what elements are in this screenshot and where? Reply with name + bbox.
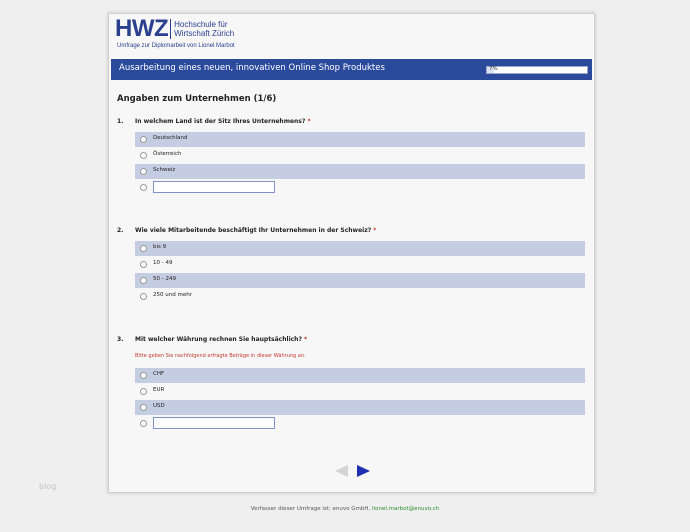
required-mark: * <box>373 227 377 234</box>
required-mark: * <box>307 118 311 125</box>
option-label: 250 und mehr <box>153 292 192 298</box>
radio-icon[interactable] <box>140 184 147 191</box>
survey-card <box>108 13 595 493</box>
radio-icon[interactable] <box>140 261 147 268</box>
logo-line-1: Hochschule für <box>174 20 228 29</box>
radio-icon[interactable] <box>140 404 147 411</box>
option-50-249[interactable] <box>135 273 585 288</box>
question-1-text <box>135 118 311 125</box>
question-2-label: Wie viele Mitarbeitende beschäftigt Ihr Unternehmen in der Schweiz? <box>135 227 372 234</box>
radio-icon[interactable] <box>140 277 147 284</box>
other-country-input[interactable] <box>153 181 275 193</box>
radio-icon[interactable] <box>140 168 147 175</box>
logo-text <box>174 20 234 38</box>
option-deutschland[interactable] <box>135 132 585 147</box>
radio-icon[interactable] <box>140 245 147 252</box>
option-label: 50 - 249 <box>153 276 176 282</box>
next-page-button[interactable] <box>356 462 370 481</box>
logo-divider <box>170 19 171 39</box>
question-3-label: Mit welcher Währung rechnen Sie hauptsächlich? <box>135 336 302 343</box>
option-label: Österreich <box>153 151 182 157</box>
option-label: 10 - 49 <box>153 260 173 266</box>
option-eur[interactable] <box>135 384 585 399</box>
option-250-plus[interactable] <box>135 289 585 304</box>
option-label: Schweiz <box>153 167 176 173</box>
radio-icon[interactable] <box>140 388 147 395</box>
radio-icon[interactable] <box>140 420 147 427</box>
radio-icon[interactable] <box>140 136 147 143</box>
progress-text: 7% <box>489 66 498 72</box>
question-1-label: In welchem Land ist der Sitz Ihres Unternehmens? <box>135 118 306 125</box>
survey-title: Ausarbeitung eines neuen, innovativen Online Shop Produktes <box>119 63 385 73</box>
option-label: bis 9 <box>153 244 167 250</box>
option-label: Deutschland <box>153 135 188 141</box>
option-other-currency[interactable] <box>135 416 585 431</box>
arrow-right-icon[interactable] <box>356 465 370 477</box>
footer-email-link[interactable]: lionel.marbot@enuvo.ch <box>372 506 440 512</box>
option-oesterreich[interactable] <box>135 148 585 163</box>
arrow-left-icon[interactable] <box>335 465 349 477</box>
radio-icon[interactable] <box>140 372 147 379</box>
logo-mark: HWZ <box>115 15 169 42</box>
progress-bar <box>486 66 588 74</box>
question-3-hint: Bitte geben Sie nachfolgend erfragte Beträge in dieser Währung an. <box>135 353 306 359</box>
option-bis-9[interactable] <box>135 241 585 256</box>
blog-watermark: blog <box>39 482 57 491</box>
option-other-country[interactable] <box>135 180 585 195</box>
logo-line-2: Wirtschaft Zürich <box>174 29 235 38</box>
radio-icon[interactable] <box>140 293 147 300</box>
question-2-number: 2. <box>117 227 124 234</box>
question-3-number: 3. <box>117 336 124 343</box>
question-3-text <box>135 336 307 343</box>
option-schweiz[interactable] <box>135 164 585 179</box>
hwz-logo <box>115 15 235 42</box>
footer <box>0 506 690 512</box>
radio-icon[interactable] <box>140 152 147 159</box>
other-currency-input[interactable] <box>153 417 275 429</box>
option-label: EUR <box>153 387 165 393</box>
option-usd[interactable] <box>135 400 585 415</box>
option-label: USD <box>153 403 165 409</box>
page-title: Angaben zum Unternehmen (1/6) <box>117 94 277 104</box>
required-mark: * <box>304 336 308 343</box>
option-chf[interactable] <box>135 368 585 383</box>
survey-subtitle: Umfrage zur Diplomarbeit von Lionel Marbot <box>117 43 235 49</box>
survey-banner <box>111 59 592 80</box>
option-label: CHF <box>153 371 165 377</box>
question-1-number: 1. <box>117 118 124 125</box>
previous-page-button[interactable] <box>335 462 349 481</box>
question-2-text <box>135 227 376 234</box>
footer-text: Verfasser dieser Umfrage ist: enuvo GmbH, <box>250 506 371 512</box>
option-10-49[interactable] <box>135 257 585 272</box>
